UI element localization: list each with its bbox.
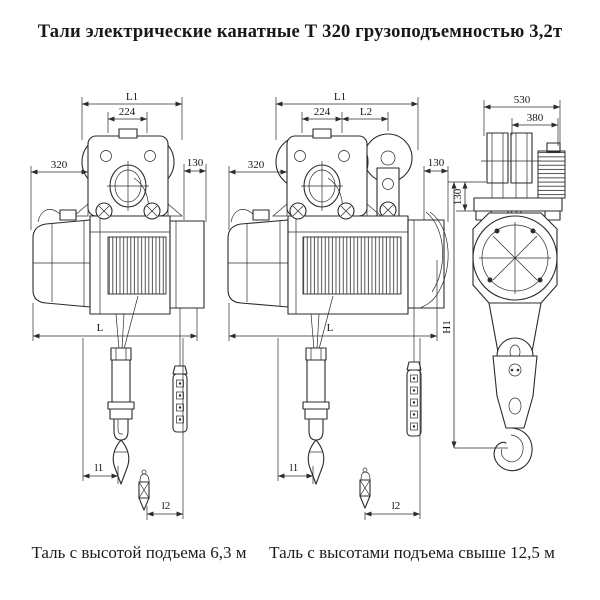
dim-label-L-12m: L xyxy=(326,322,334,334)
rope-drum xyxy=(303,237,401,294)
aux-rope-pulley xyxy=(364,134,412,222)
dim-label-530: 530 xyxy=(513,94,531,106)
pendant-low-position xyxy=(139,470,149,510)
dim-label-L1-12m: L1 xyxy=(333,91,347,103)
dim-label-320-6m: 320 xyxy=(50,159,68,171)
hook xyxy=(308,440,324,484)
travel-motor xyxy=(538,143,565,198)
dim-label-320-12m: 320 xyxy=(247,159,265,171)
dim-label-H1: H1 xyxy=(441,320,453,334)
suspension-plate xyxy=(74,129,182,216)
dim-label-130-side: 130 xyxy=(452,188,464,206)
dim-label-L1-6m: L1 xyxy=(125,91,139,103)
dim-label-130-12m: 130 xyxy=(427,157,445,169)
control-box xyxy=(170,221,204,308)
suspension-plate xyxy=(273,129,381,216)
dim-label-l2-6m: l2 xyxy=(161,500,171,512)
dim-label-l1-6m: l1 xyxy=(94,462,104,474)
pendant-control xyxy=(173,308,187,432)
dim-label-224-12m: 224 xyxy=(313,106,331,118)
dim-label-l1-12m: l1 xyxy=(289,462,299,474)
pendant-low-position xyxy=(360,468,370,508)
hoist-body xyxy=(33,209,204,314)
hook xyxy=(494,428,532,471)
hook xyxy=(113,440,129,484)
dim-label-380: 380 xyxy=(526,112,544,124)
dim-label-L2-12m: L2 xyxy=(359,106,373,118)
hook-block xyxy=(108,296,138,484)
pulley-dome xyxy=(497,338,533,356)
motor xyxy=(228,220,288,307)
hoist-body xyxy=(228,209,448,314)
pendant-control xyxy=(407,308,421,436)
control-box xyxy=(408,220,444,308)
dim-label-224-6m: 224 xyxy=(118,106,136,118)
junction-box xyxy=(60,210,76,220)
trolley-wheels-side xyxy=(481,133,541,198)
dim-label-L-6m: L xyxy=(96,322,104,334)
drawing-front-view-6m xyxy=(31,91,206,520)
motor xyxy=(33,220,90,307)
junction-box xyxy=(253,210,269,220)
dim-label-130-6m: 130 xyxy=(186,157,204,169)
drawing-side-view xyxy=(441,94,565,471)
drum-end-view xyxy=(473,213,557,303)
hook-block-side xyxy=(489,303,541,471)
rope-drum xyxy=(108,237,166,294)
page-title: Тали электрические канатные Т 320 грузоподъемностью 3,2т xyxy=(37,22,563,42)
dim-label-l2-12m: l2 xyxy=(391,500,401,512)
caption-hoist-12m: Таль с высотами подъема свыше 12,5 м xyxy=(269,543,555,562)
drawing-front-view-12m xyxy=(228,91,448,520)
caption-hoist-6m: Таль с высотой подъема 6,3 м xyxy=(31,543,247,562)
